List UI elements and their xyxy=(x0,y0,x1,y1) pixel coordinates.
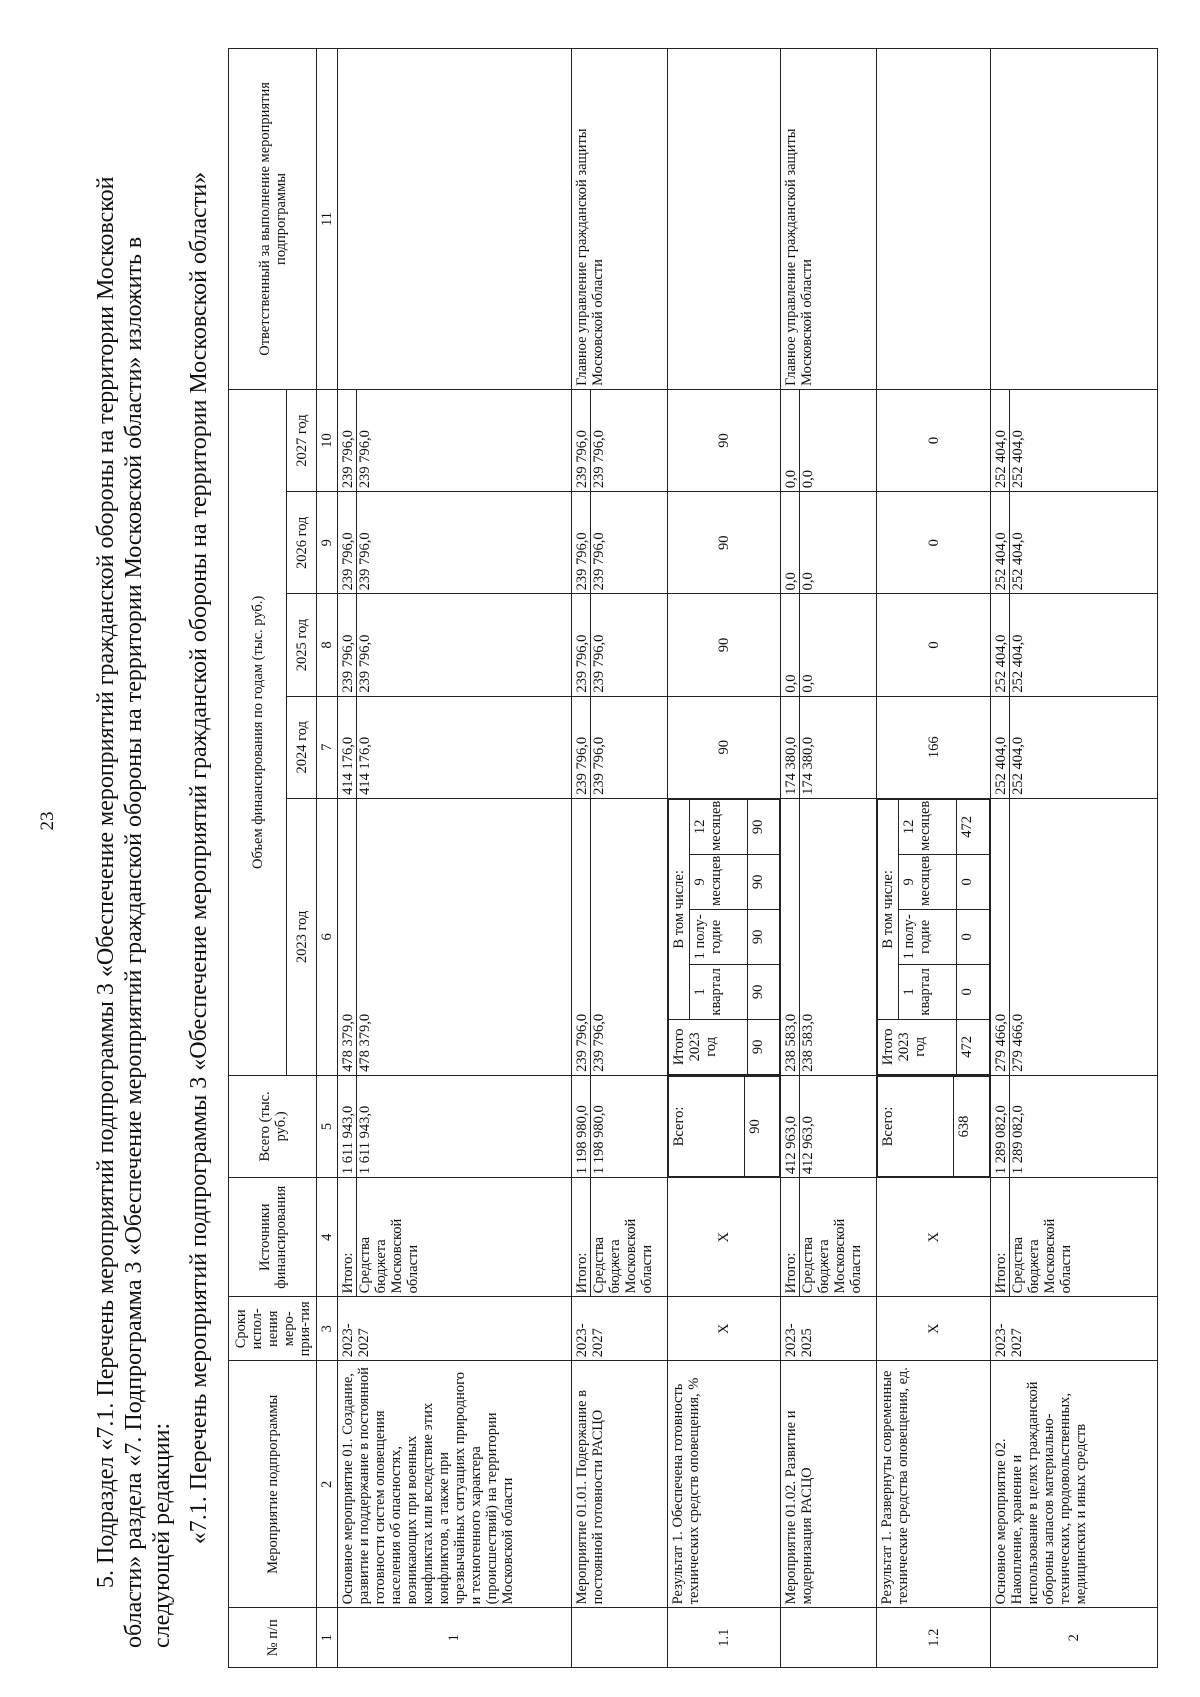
intro-line-3: следующей редакции: xyxy=(149,1422,175,1648)
table-row xyxy=(781,49,877,1668)
row12-v0: 472 xyxy=(957,1019,990,1074)
row101-2023-0: 239 796,0 xyxy=(573,1013,590,1072)
row1-src-budget: Средства бюджета Московской области xyxy=(356,1178,421,1296)
row101-responsible: Главное управление гражданской защиты Московской области xyxy=(571,49,667,390)
row11-v0: 90 xyxy=(747,1019,780,1074)
row12-total: 638 xyxy=(954,1076,990,1176)
table-row xyxy=(877,49,991,1668)
row1-terms: 2023-2027 xyxy=(338,1297,572,1361)
table-title: «7.1. Перечень мероприятий подпрограммы 3 «Обеспечение мероприятий гражданской обороны на территории Московской области» xyxy=(186,171,212,1545)
row2-num: 2 xyxy=(990,1608,1157,1668)
header-2023: 2023 год xyxy=(287,798,317,1075)
row11-sources: X xyxy=(667,1178,781,1297)
header-2027: 2027 год xyxy=(287,389,317,491)
row2-2027-1: 252 404,0 xyxy=(1009,390,1026,491)
row12-q1: 1 квартал xyxy=(899,964,957,1019)
row101-2024-1: 239 796,0 xyxy=(590,697,607,798)
table-row xyxy=(338,49,572,1668)
row2-2026-0: 252 404,0 xyxy=(992,532,1009,591)
row11-m9: 9 месяцев xyxy=(689,854,747,909)
row102-2024-0: 174 380,0 xyxy=(783,736,800,795)
row11-total: 90 xyxy=(744,1076,780,1176)
row12-measure: Результат 1. Развернуты современные технические средства оповещения, ед. xyxy=(877,1361,991,1608)
row1-2025-1: 239 796,0 xyxy=(356,594,373,695)
row2-2026-1: 252 404,0 xyxy=(1009,492,1026,593)
row12-v2: 0 xyxy=(957,909,990,964)
row2-2025-1: 252 404,0 xyxy=(1009,594,1026,695)
row12-v1: 0 xyxy=(957,964,990,1019)
row12-num: 1.2 xyxy=(877,1608,991,1668)
row102-2025-1: 0,0 xyxy=(799,594,816,695)
colnum-2: 2 xyxy=(317,1361,338,1608)
row102-2027-1: 0,0 xyxy=(799,390,816,491)
row1-2023-1: 478 379,0 xyxy=(356,799,373,1075)
colnum-3: 3 xyxy=(317,1297,338,1361)
row11-v2: 90 xyxy=(747,909,780,964)
header-total: Всего (тыс. руб.) xyxy=(229,1075,317,1177)
measures-table xyxy=(228,48,1158,1668)
row1-2024-0: 414 176,0 xyxy=(340,736,356,795)
row12-terms: X xyxy=(877,1297,991,1361)
row102-responsible: Главное управление гражданской защиты Московской области xyxy=(781,49,877,390)
intro-line-2: области» раздела «7. Подпрограмма 3 «Обеспечение мероприятий гражданской обороны на территории Московской области» изложить в xyxy=(121,236,147,1648)
header-2024: 2024 год xyxy=(287,696,317,798)
row101-2023-1: 239 796,0 xyxy=(590,799,607,1075)
header-num: № п/п xyxy=(229,1608,317,1668)
row102-2027-0: 0,0 xyxy=(783,470,800,489)
row2-total-0: 1 289 082,0 xyxy=(992,1105,1009,1175)
row101-total-0: 1 198 980,0 xyxy=(573,1105,590,1175)
row1-2025-0: 239 796,0 xyxy=(340,634,356,693)
row102-src-total: Итого: xyxy=(783,1252,800,1294)
row1-2027-1: 239 796,0 xyxy=(356,390,373,491)
row101-2026-0: 239 796,0 xyxy=(573,532,590,591)
row102-measure: Мероприятие 01.02. Развитие и модернизация РАСЦО xyxy=(781,1361,877,1608)
row1-2026-1: 239 796,0 xyxy=(356,492,373,593)
colnum-7: 7 xyxy=(317,696,338,798)
row1-total-0: 1 611 943,0 xyxy=(340,1105,356,1175)
row12-2026: 0 xyxy=(877,492,991,594)
intro-line-1: 5. Подраздел «7.1. Перечень мероприятий подпрограммы 3 «Обеспечение мероприятий гражданской обороны на территории Московской xyxy=(93,176,119,1588)
row12-m12: 12 месяцев xyxy=(899,799,957,854)
header-2026: 2026 год xyxy=(287,492,317,594)
row2-2024-1: 252 404,0 xyxy=(1009,697,1026,798)
row1-src-total: Итого: xyxy=(340,1252,356,1294)
row12-total-label: Всего: xyxy=(878,1076,954,1176)
row12-h1: 1 полу-годие xyxy=(899,909,957,964)
row1-2024-1: 414 176,0 xyxy=(356,697,373,798)
row101-2024-0: 239 796,0 xyxy=(573,736,590,795)
row2-2023-1: 279 466,0 xyxy=(1009,799,1026,1075)
row102-total-0: 412 963,0 xyxy=(783,1116,800,1175)
row11-2025: 90 xyxy=(667,594,781,696)
row101-terms: 2023-2027 xyxy=(571,1297,667,1361)
header-responsible: Ответственный за выполнение мероприятия подпрограммы xyxy=(229,49,317,390)
row2-responsible xyxy=(990,49,1157,390)
row12-in-that: В том числе: xyxy=(878,799,899,1019)
colnum-5: 5 xyxy=(317,1075,338,1177)
row102-2026-0: 0,0 xyxy=(783,572,800,591)
row12-m9: 9 месяцев xyxy=(899,854,957,909)
row102-terms: 2023-2025 xyxy=(781,1297,877,1361)
header-sources: Источники финансирования xyxy=(229,1178,317,1297)
page-number: 23 xyxy=(37,811,58,831)
header-2025: 2025 год xyxy=(287,594,317,696)
row12-2024: 166 xyxy=(877,696,991,798)
row101-2026-1: 239 796,0 xyxy=(590,492,607,593)
row12-2025: 0 xyxy=(877,594,991,696)
row1-2027-0: 239 796,0 xyxy=(340,430,356,489)
row12-sources: X xyxy=(877,1178,991,1297)
colnum-9: 9 xyxy=(317,492,338,594)
row11-num: 1.1 xyxy=(667,1608,781,1668)
row1-num: 1 xyxy=(338,1608,572,1668)
row11-2027: 90 xyxy=(667,389,781,491)
row1-2023-0: 478 379,0 xyxy=(340,1013,356,1072)
row101-2027-1: 239 796,0 xyxy=(590,390,607,491)
row2-src-total: Итого: xyxy=(992,1252,1009,1294)
row2-2025-0: 252 404,0 xyxy=(992,634,1009,693)
row11-in-that: В том числе: xyxy=(668,799,689,1019)
row11-itogo: Итого 2023 год xyxy=(668,1019,747,1074)
row101-2025-0: 239 796,0 xyxy=(573,634,590,693)
row12-itogo: Итого 2023 год xyxy=(878,1019,957,1074)
row1-total-1: 1 611 943,0 xyxy=(356,1076,373,1177)
row101-src-total: Итого: xyxy=(573,1252,590,1294)
row12-v4: 472 xyxy=(957,799,990,854)
row2-terms: 2023-2027 xyxy=(990,1297,1157,1361)
row11-terms: X xyxy=(667,1297,781,1361)
row2-2023-0: 279 466,0 xyxy=(992,1013,1009,1072)
row101-2025-1: 239 796,0 xyxy=(590,594,607,695)
colnum-11: 11 xyxy=(317,49,338,390)
row2-2027-0: 252 404,0 xyxy=(992,430,1009,489)
table-row xyxy=(571,49,667,1668)
row11-v3: 90 xyxy=(747,854,780,909)
row2-measure: Основное мероприятие 02. Накопление, хранение и использование в целях гражданской обороны запасов материально-технических, продовольственных, медицинских и иных средств xyxy=(990,1361,1157,1608)
row102-2026-1: 0,0 xyxy=(799,492,816,593)
row102-src-budget: Средства бюджета Московской области xyxy=(799,1178,864,1296)
rotated-page xyxy=(88,48,1168,1668)
row12-2027: 0 xyxy=(877,389,991,491)
row102-2024-1: 174 380,0 xyxy=(799,697,816,798)
table-row xyxy=(990,49,1157,1668)
row1-2026-0: 239 796,0 xyxy=(340,532,356,591)
row101-measure: Мероприятие 01.01. Подержание в постоянной готовности РАСЦО xyxy=(571,1361,667,1608)
row11-q1: 1 квартал xyxy=(689,964,747,1019)
intro-paragraph xyxy=(92,68,176,1648)
colnum-8: 8 xyxy=(317,594,338,696)
row2-2024-0: 252 404,0 xyxy=(992,736,1009,795)
header-measure: Мероприятие подпрограммы xyxy=(229,1361,317,1608)
row102-2023-1: 238 583,0 xyxy=(799,799,816,1075)
row11-total-label: Всего: xyxy=(668,1076,744,1176)
row11-m12: 12 месяцев xyxy=(689,799,747,854)
row12-v3: 0 xyxy=(957,854,990,909)
row2-src-budget: Средства бюджета Московской области xyxy=(1009,1178,1074,1296)
row101-total-1: 1 198 980,0 xyxy=(590,1076,607,1177)
row101-src-budget: Средства бюджета Московской области xyxy=(590,1178,655,1296)
header-volume: Объем финансирования по годам (тыс. руб.) xyxy=(229,389,287,1075)
row11-2024: 90 xyxy=(667,696,781,798)
colnum-4: 4 xyxy=(317,1178,338,1297)
colnum-10: 10 xyxy=(317,389,338,491)
row102-total-1: 412 963,0 xyxy=(799,1076,816,1177)
header-terms: Сроки испол-нения меро-прия-тия xyxy=(229,1297,317,1361)
row1-measure: Основное мероприятие 01. Создание, развитие и поддержание в постоянной готовности систем оповещения населения об опасностях, возникающих при военных конфликтах или вследствие этих конфликтов, а также при чрезвычайных ситуациях природного и техногенного характера (происшествий) на территории Московской области xyxy=(338,1361,572,1608)
row102-2025-0: 0,0 xyxy=(783,674,800,693)
colnum-6: 6 xyxy=(317,798,338,1075)
row2-total-1: 1 289 082,0 xyxy=(1009,1076,1026,1177)
row102-2023-0: 238 583,0 xyxy=(783,1013,800,1072)
row101-2027-0: 239 796,0 xyxy=(573,430,590,489)
row11-v1: 90 xyxy=(747,964,780,1019)
colnum-1: 1 xyxy=(317,1608,338,1668)
row11-v4: 90 xyxy=(747,799,780,854)
row1-responsible xyxy=(338,49,572,390)
row11-2026: 90 xyxy=(667,492,781,594)
row11-measure: Результат 1. Обеспечена готовность технических средств оповещения, % xyxy=(667,1361,781,1608)
row11-h1: 1 полу-годие xyxy=(689,909,747,964)
table-row xyxy=(667,49,781,1668)
